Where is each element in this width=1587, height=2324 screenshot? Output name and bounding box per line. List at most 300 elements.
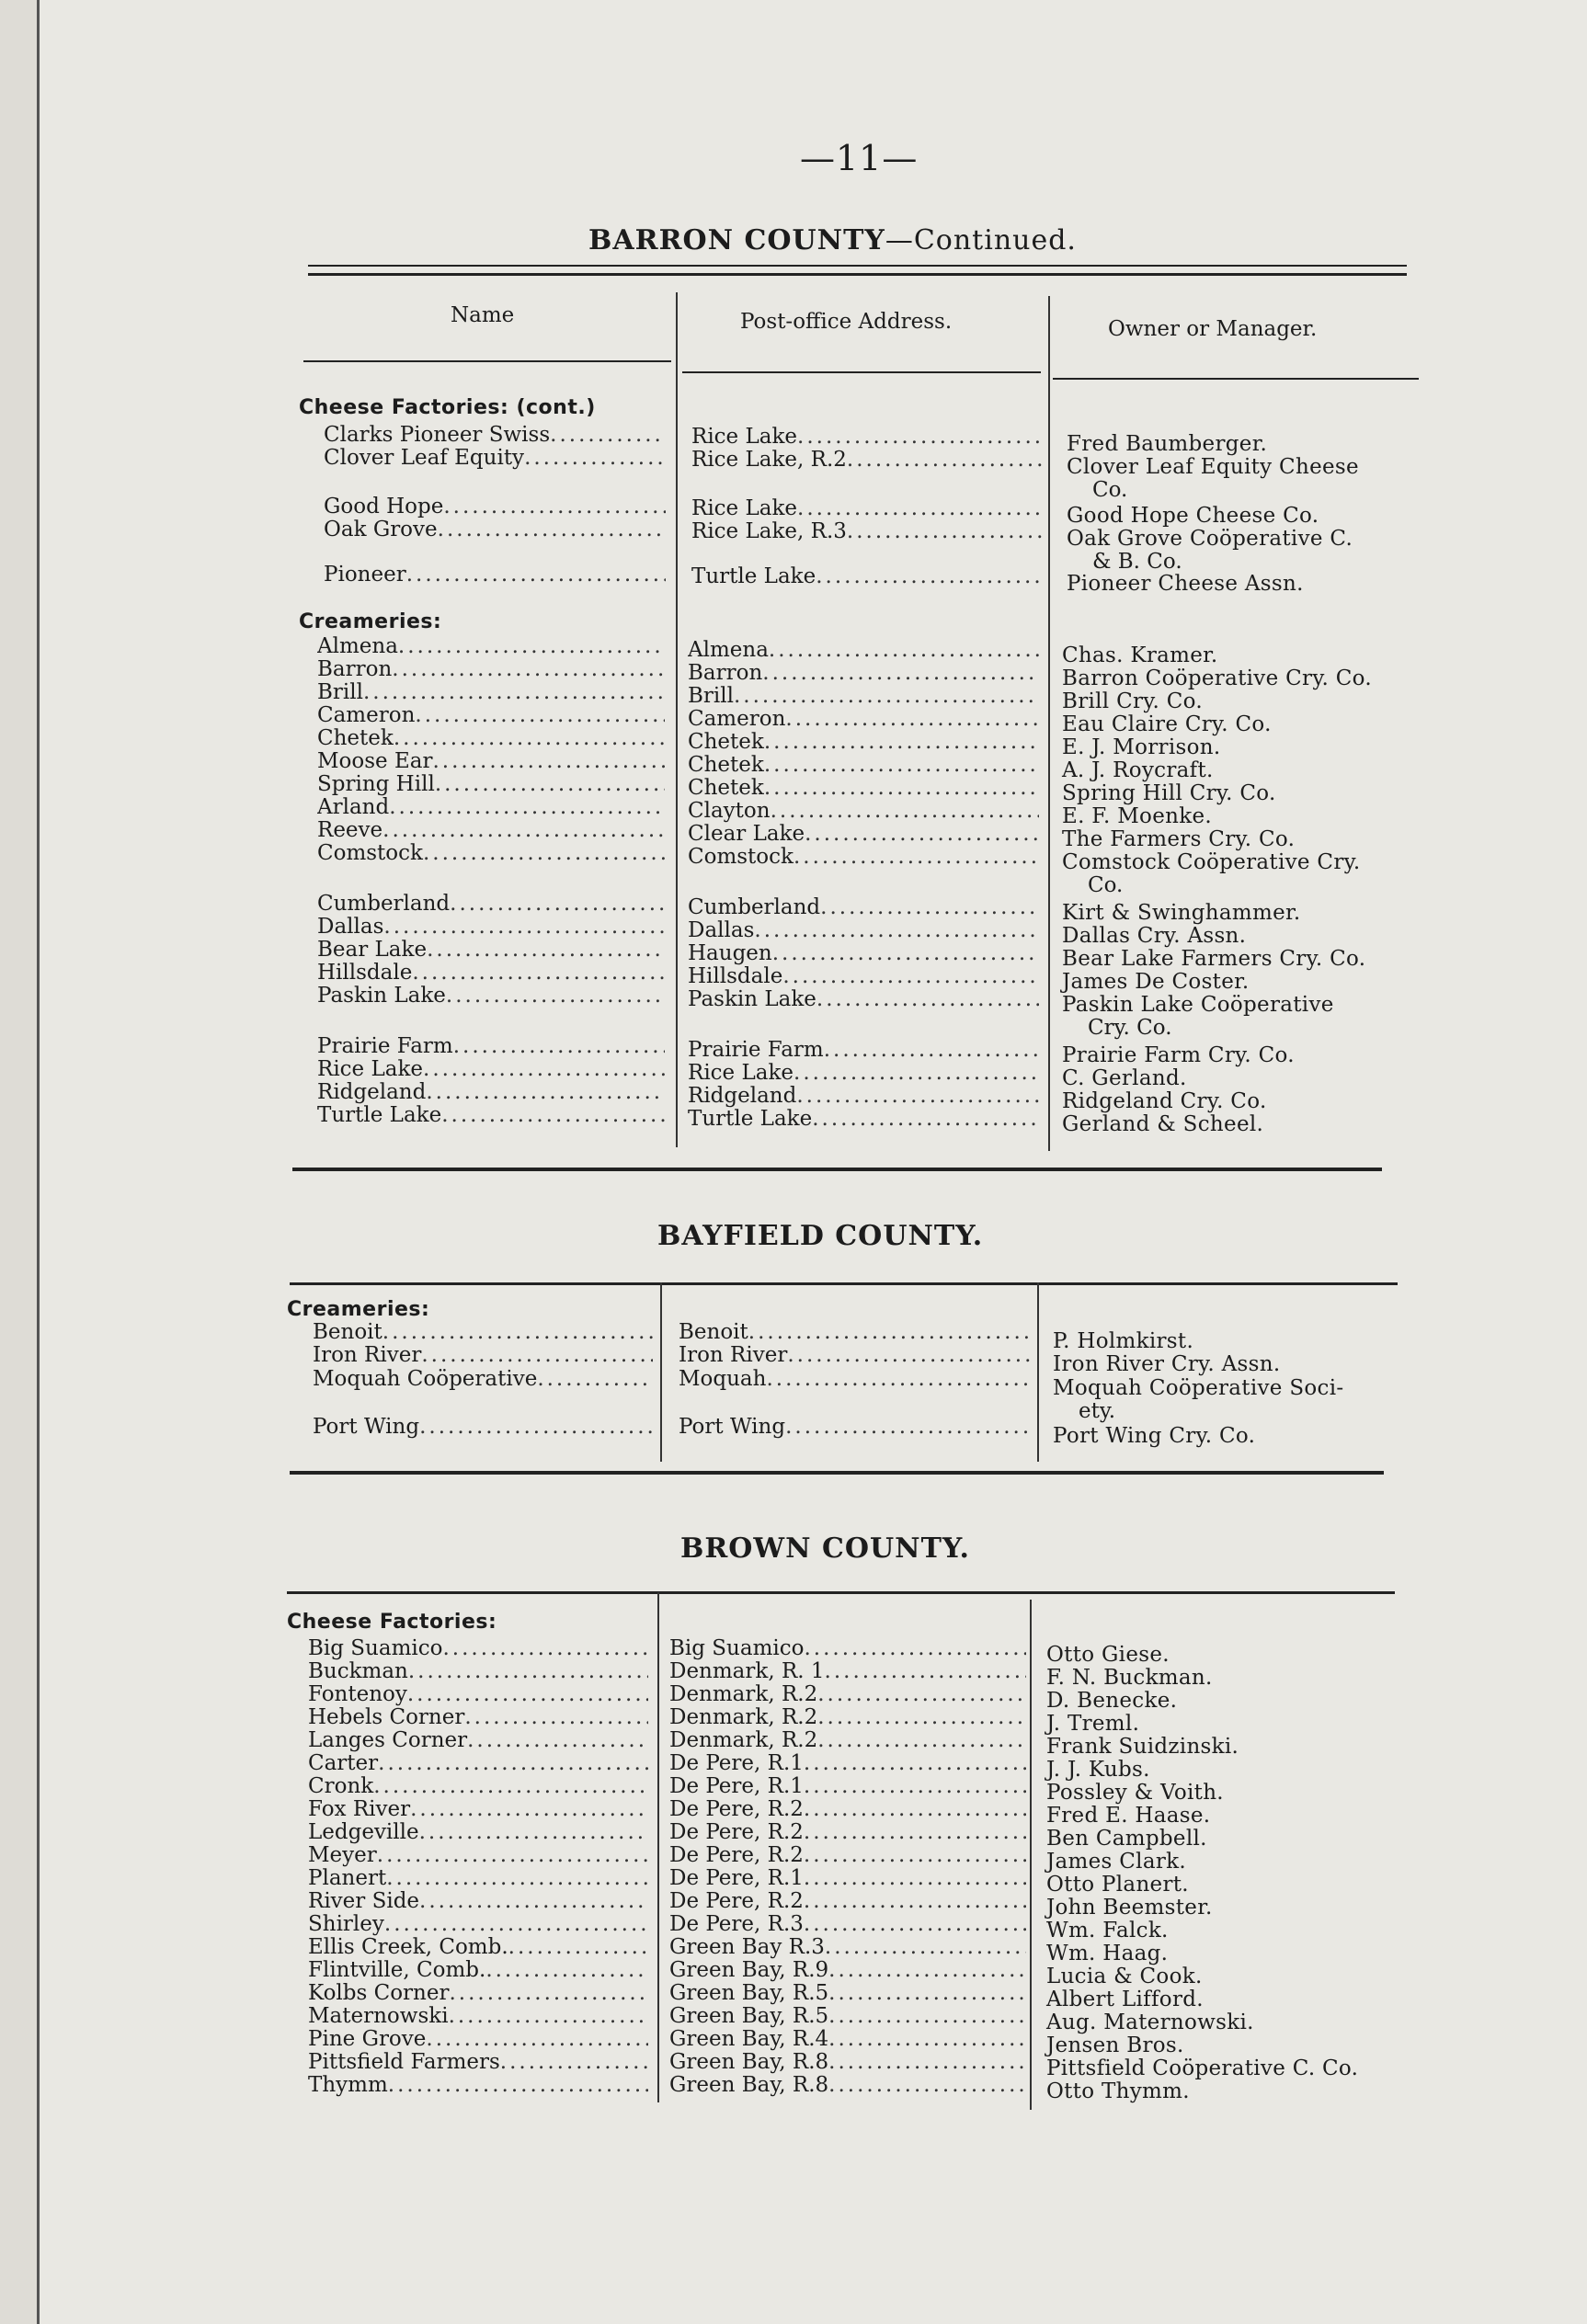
row-owner: Wm. Haag.: [1046, 1942, 1169, 1965]
row-name: [308, 1981, 648, 2005]
address-text: Chetek: [688, 753, 764, 777]
leader-dots: [762, 661, 1039, 685]
address-text: Ridgeland: [688, 1084, 797, 1108]
row-owner: Good Hope Cheese Co.: [1067, 504, 1319, 528]
address-text: Clayton: [688, 799, 771, 823]
row-owner: Moquah Coöperative Soci-: [1053, 1376, 1344, 1400]
address-text: Green Bay, R.5: [669, 2004, 829, 2028]
row-name: [317, 984, 665, 1008]
address-text: Chetek: [688, 730, 764, 754]
row-name: [308, 1935, 648, 1959]
row-name: [308, 1659, 648, 1683]
leader-dots: [450, 892, 665, 916]
row-owner: J. Treml.: [1046, 1712, 1140, 1736]
name-text: Arland: [317, 795, 390, 819]
row-name: [317, 961, 665, 985]
leader-dots: [427, 938, 665, 962]
leader-dots: [764, 776, 1039, 800]
row-name: [317, 749, 665, 773]
leader-dots: [828, 2004, 1026, 2028]
row-name: [308, 1866, 648, 1890]
leader-dots: [797, 496, 1043, 520]
name-text: Almena: [317, 634, 398, 658]
row-address: [669, 1751, 1026, 1775]
row-owner: Gerland & Scheel.: [1062, 1112, 1264, 1136]
row-address: [669, 1889, 1026, 1913]
row-name: [308, 1751, 648, 1775]
row-name: [317, 1080, 665, 1104]
column-divider: [676, 292, 678, 1147]
row-address: [669, 2073, 1026, 2097]
category-label: Cheese Factories:: [287, 1611, 497, 1634]
row-owner: F. N. Buckman.: [1046, 1666, 1213, 1690]
leader-dots: [386, 1866, 648, 1890]
binding-line: [37, 0, 40, 2324]
name-text: Port Wing: [313, 1415, 420, 1439]
row-name: [308, 1843, 648, 1867]
leader-dots: [383, 915, 665, 939]
address-text: Iron River: [679, 1343, 788, 1367]
row-owner: Otto Giese.: [1046, 1643, 1170, 1667]
leader-dots: [828, 2073, 1026, 2097]
leader-dots: [764, 753, 1039, 777]
leader-dots: [804, 1912, 1026, 1936]
row-name: [324, 495, 666, 518]
leader-dots: [847, 448, 1043, 472]
name-text: Benoit: [313, 1320, 382, 1344]
leader-dots: [772, 941, 1039, 965]
row-owner: John Beemster.: [1046, 1896, 1213, 1920]
row-address: [688, 1107, 1039, 1131]
row-name: [313, 1343, 653, 1367]
row-owner: Spring Hill Cry. Co.: [1062, 781, 1276, 805]
row-address: [688, 895, 1039, 919]
row-address: [669, 1981, 1026, 2005]
leader-dots: [804, 1843, 1026, 1867]
row-address: [679, 1367, 1030, 1391]
column-divider: [1030, 1600, 1032, 2110]
leader-dots: [485, 1958, 648, 1982]
leader-dots: [406, 563, 666, 587]
address-text: Dallas: [688, 918, 755, 942]
leader-dots: [804, 1774, 1026, 1798]
leader-dots: [423, 1057, 665, 1081]
row-address: [688, 1038, 1039, 1062]
name-text: Big Suamico: [308, 1636, 443, 1660]
name-text: Shirley: [308, 1912, 384, 1936]
leader-dots: [847, 519, 1043, 543]
address-text: Port Wing: [679, 1415, 786, 1439]
leader-dots: [804, 1889, 1026, 1913]
name-text: Ledgeville: [308, 1820, 419, 1844]
leader-dots: [825, 1659, 1026, 1683]
address-text: Denmark, R.2: [669, 1705, 818, 1729]
barron-title: BARRON COUNTY—Continued.: [588, 224, 1077, 256]
row-owner: Clover Leaf Equity Cheese: [1067, 455, 1359, 479]
leader-dots: [435, 772, 665, 796]
leader-dots: [408, 1659, 648, 1683]
rule: [290, 1471, 1384, 1475]
address-text: Rice Lake: [691, 425, 798, 449]
row-owner: A. J. Roycraft.: [1062, 758, 1214, 782]
row-name: [313, 1367, 653, 1391]
row-name: [317, 818, 665, 842]
row-owner: Comstock Coöperative Cry.: [1062, 850, 1361, 874]
row-owner: Kirt & Swinghammer.: [1062, 901, 1301, 925]
address-text: De Pere, R.1: [669, 1866, 804, 1890]
leader-dots: [764, 730, 1039, 754]
address-text: Chetek: [688, 776, 764, 800]
row-address: [679, 1320, 1030, 1344]
name-text: Pioneer: [324, 563, 406, 587]
address-text: Denmark, R.2: [669, 1682, 818, 1706]
name-text: Bear Lake: [317, 938, 428, 962]
name-text: Langes Corner: [308, 1728, 468, 1752]
address-text: Green Bay R.3: [669, 1935, 825, 1959]
row-address: [688, 799, 1039, 823]
row-address: [688, 638, 1039, 662]
leader-dots: [787, 1343, 1030, 1367]
row-name: [308, 1774, 648, 1798]
row-address: [688, 684, 1039, 708]
owner-continuation: & B. Co.: [1092, 550, 1182, 574]
leader-dots: [828, 2050, 1026, 2074]
row-owner: Oak Grove Coöperative C.: [1067, 527, 1353, 551]
header-name: Name: [451, 303, 515, 327]
row-address: [688, 845, 1039, 869]
leader-dots: [769, 638, 1039, 662]
row-name: [313, 1320, 653, 1344]
leader-dots: [824, 1038, 1039, 1062]
address-text: Rice Lake, R.2: [691, 448, 847, 472]
leader-dots: [412, 961, 665, 985]
row-name: [317, 1034, 665, 1058]
column-divider: [1048, 296, 1050, 1151]
leader-dots: [382, 818, 665, 842]
row-name: [308, 1820, 648, 1844]
column-divider: [660, 1282, 662, 1462]
leader-dots: [426, 2027, 648, 2051]
row-name: [317, 938, 665, 962]
row-owner: Ben Campbell.: [1046, 1827, 1207, 1851]
name-text: Oak Grove: [324, 518, 438, 541]
page-number: —11—: [800, 138, 919, 178]
row-owner: E. J. Morrison.: [1062, 735, 1221, 759]
leader-dots: [796, 1084, 1039, 1108]
address-text: Green Bay, R.9: [669, 1958, 829, 1982]
row-address: [688, 776, 1039, 800]
row-name: [317, 1103, 665, 1127]
row-address: [669, 1636, 1026, 1660]
leader-dots: [828, 2027, 1026, 2051]
address-text: Comstock: [688, 845, 794, 869]
row-name: [308, 1682, 648, 1706]
row-address: [669, 1843, 1026, 1867]
name-text: Cameron: [317, 703, 416, 727]
row-name: [324, 423, 666, 447]
row-owner: Iron River Cry. Assn.: [1053, 1352, 1281, 1376]
name-text: Cronk: [308, 1774, 374, 1798]
leader-dots: [771, 799, 1039, 823]
leader-dots: [812, 1107, 1039, 1131]
name-text: Reeve: [317, 818, 383, 842]
leader-dots: [407, 1682, 648, 1706]
address-text: Prairie Farm: [688, 1038, 824, 1062]
leader-dots: [794, 845, 1039, 869]
leader-dots: [804, 1636, 1026, 1660]
leader-dots: [817, 1728, 1026, 1752]
name-text: Paskin Lake: [317, 984, 446, 1008]
leader-dots: [363, 680, 665, 704]
row-address: [669, 2004, 1026, 2028]
leader-dots: [419, 1889, 648, 1913]
address-text: Cumberland: [688, 895, 821, 919]
rule: [292, 1168, 1382, 1171]
leader-dots: [464, 1705, 648, 1729]
leader-dots: [392, 657, 665, 681]
row-address: [669, 1659, 1026, 1683]
row-address: [669, 1797, 1026, 1821]
leader-dots: [426, 1080, 665, 1104]
address-text: Green Bay, R.8: [669, 2050, 829, 2074]
name-text: Clover Leaf Equity: [324, 446, 525, 470]
row-owner: D. Benecke.: [1046, 1689, 1178, 1713]
row-name: [308, 2027, 648, 2051]
row-address: [669, 1866, 1026, 1890]
row-owner: P. Holmkirst.: [1053, 1329, 1194, 1353]
address-text: Cameron: [688, 707, 786, 731]
row-name: [313, 1415, 653, 1439]
row-address: [669, 1820, 1026, 1844]
row-name: [324, 446, 666, 470]
address-text: Denmark, R. 1: [669, 1659, 825, 1683]
row-name: [308, 2073, 648, 2097]
leader-dots: [423, 841, 665, 865]
leader-dots: [384, 1912, 648, 1936]
row-name: [308, 1797, 648, 1821]
row-name: [324, 518, 666, 541]
name-text: Carter: [308, 1751, 379, 1775]
row-owner: Eau Claire Cry. Co.: [1062, 712, 1272, 736]
header-address: Post-office Address.: [740, 310, 953, 334]
row-address: [669, 1682, 1026, 1706]
leader-dots: [438, 518, 666, 541]
row-address: [691, 448, 1043, 472]
leader-dots: [419, 1415, 653, 1439]
leader-dots: [449, 2004, 648, 2028]
bayfield-title: BAYFIELD COUNTY.: [657, 1220, 984, 1252]
name-text: Prairie Farm: [317, 1034, 453, 1058]
category-label: Creameries:: [287, 1298, 430, 1321]
column-divider: [1037, 1282, 1039, 1462]
row-address: [688, 822, 1039, 846]
row-owner: Port Wing Cry. Co.: [1053, 1424, 1256, 1448]
row-address: [688, 1061, 1039, 1085]
leader-dots: [550, 423, 666, 447]
leader-dots: [816, 987, 1039, 1011]
address-text: De Pere, R.2: [669, 1797, 804, 1821]
row-name: [317, 841, 665, 865]
leader-dots: [419, 1820, 648, 1844]
leader-dots: [804, 1797, 1026, 1821]
address-text: Big Suamico: [669, 1636, 805, 1660]
address-text: Green Bay, R.8: [669, 2073, 829, 2097]
row-name: [317, 726, 665, 750]
leader-dots: [373, 1774, 648, 1798]
row-address: [688, 1084, 1039, 1108]
category-label: Creameries:: [299, 610, 442, 633]
row-address: [669, 2027, 1026, 2051]
leader-dots: [442, 1636, 648, 1660]
name-text: Ridgeland: [317, 1080, 427, 1104]
row-name: [308, 1705, 648, 1729]
leader-dots: [785, 1415, 1030, 1439]
row-address: [669, 2050, 1026, 2074]
brown-title: BROWN COUNTY.: [680, 1532, 970, 1565]
address-text: Rice Lake, R.3: [691, 519, 847, 543]
leader-dots: [817, 1705, 1026, 1729]
address-text: Almena: [688, 638, 769, 662]
row-name: [308, 1636, 648, 1660]
leader-dots: [500, 2050, 648, 2074]
row-name: [317, 680, 665, 704]
name-text: Planert: [308, 1866, 387, 1890]
leader-dots: [443, 495, 666, 518]
leader-dots: [394, 726, 665, 750]
rule: [287, 1591, 1395, 1594]
leader-dots: [794, 1061, 1039, 1085]
leader-dots: [748, 1320, 1030, 1344]
leader-dots: [537, 1367, 653, 1391]
name-text: Rice Lake: [317, 1057, 424, 1081]
name-text: Turtle Lake: [317, 1103, 442, 1127]
row-address: [669, 1774, 1026, 1798]
leader-dots: [377, 1843, 648, 1867]
address-text: De Pere, R.1: [669, 1774, 804, 1798]
page-edge: [0, 0, 37, 2324]
header-owner: Owner or Manager.: [1108, 317, 1318, 341]
name-text: Chetek: [317, 726, 394, 750]
leader-dots: [382, 1320, 653, 1344]
leader-dots: [421, 1343, 653, 1367]
leader-dots: [816, 564, 1043, 588]
name-text: Cumberland: [317, 892, 451, 916]
leader-dots: [388, 2073, 648, 2097]
leader-dots: [441, 1103, 665, 1127]
leader-dots: [804, 1820, 1026, 1844]
row-name: [317, 892, 665, 916]
owner-continuation: ety.: [1079, 1399, 1116, 1423]
column-divider: [657, 1592, 659, 2102]
row-address: [669, 1935, 1026, 1959]
row-owner: Pioneer Cheese Assn.: [1067, 572, 1304, 596]
row-owner: Otto Planert.: [1046, 1873, 1189, 1897]
row-owner: Ridgeland Cry. Co.: [1062, 1089, 1267, 1113]
name-text: Pine Grove: [308, 2027, 427, 2051]
row-owner: J. J. Kubs.: [1046, 1758, 1150, 1782]
row-owner: Aug. Maternowski.: [1046, 2011, 1254, 2034]
row-owner: Lucia & Cook.: [1046, 1965, 1203, 1988]
name-text: Moose Ear: [317, 749, 433, 773]
address-text: Brill: [688, 684, 734, 708]
row-name: [308, 1958, 648, 1982]
row-address: [679, 1343, 1030, 1367]
row-owner: Prairie Farm Cry. Co.: [1062, 1043, 1295, 1067]
row-address: [688, 753, 1039, 777]
row-address: [688, 941, 1039, 965]
leader-dots: [825, 1935, 1026, 1959]
row-owner: The Farmers Cry. Co.: [1062, 827, 1296, 851]
row-address: [679, 1415, 1030, 1439]
rule: [682, 371, 1041, 373]
row-address: [669, 1728, 1026, 1752]
row-name: [317, 657, 665, 681]
leader-dots: [817, 1682, 1026, 1706]
name-text: Brill: [317, 680, 363, 704]
name-text: Meyer: [308, 1843, 377, 1867]
leader-dots: [820, 895, 1039, 919]
row-address: [669, 1705, 1026, 1729]
row-address: [691, 496, 1043, 520]
name-text: Spring Hill: [317, 772, 435, 796]
row-owner: Pittsfield Coöperative C. Co.: [1046, 2056, 1359, 2080]
address-text: Rice Lake: [691, 496, 798, 520]
row-name: [317, 915, 665, 939]
row-owner: Paskin Lake Coöperative: [1062, 993, 1334, 1017]
row-address: [688, 730, 1039, 754]
rule: [308, 265, 1407, 267]
row-owner: Barron Coöperative Cry. Co.: [1062, 666, 1373, 690]
name-text: Ellis Creek, Comb.: [308, 1935, 508, 1959]
leader-dots: [389, 795, 665, 819]
rule: [290, 1282, 1398, 1285]
address-text: De Pere, R.2: [669, 1843, 804, 1867]
row-owner: Frank Suidzinski.: [1046, 1735, 1239, 1759]
leader-dots: [766, 1367, 1030, 1391]
name-text: Buckman: [308, 1659, 408, 1683]
address-text: De Pere, R.1: [669, 1751, 804, 1775]
row-name: [308, 1728, 648, 1752]
row-address: [691, 519, 1043, 543]
address-text: Paskin Lake: [688, 987, 816, 1011]
name-text: Moquah Coöperative: [313, 1367, 538, 1391]
address-text: De Pere, R.2: [669, 1820, 804, 1844]
leader-dots: [432, 749, 665, 773]
leader-dots: [467, 1728, 648, 1752]
leader-dots: [524, 446, 666, 470]
rule: [1053, 378, 1419, 380]
row-address: [688, 707, 1039, 731]
name-text: Pittsfield Farmers: [308, 2050, 500, 2074]
row-owner: E. F. Moenke.: [1062, 804, 1212, 828]
leader-dots: [410, 1797, 648, 1821]
row-name: [317, 634, 665, 658]
name-text: Hillsdale: [317, 961, 413, 985]
address-text: Turtle Lake: [691, 564, 816, 588]
leader-dots: [446, 984, 665, 1008]
owner-continuation: Co.: [1088, 873, 1124, 897]
row-owner: James Clark.: [1046, 1850, 1186, 1874]
name-text: Dallas: [317, 915, 384, 939]
row-address: [691, 425, 1043, 449]
name-text: Fox River: [308, 1797, 411, 1821]
address-text: Hillsdale: [688, 964, 783, 988]
name-text: Flintville, Comb.: [308, 1958, 486, 1982]
leader-dots: [398, 634, 665, 658]
address-text: Moquah: [679, 1367, 767, 1391]
row-owner: Fred Baumberger.: [1067, 432, 1268, 456]
row-name: [308, 2004, 648, 2028]
